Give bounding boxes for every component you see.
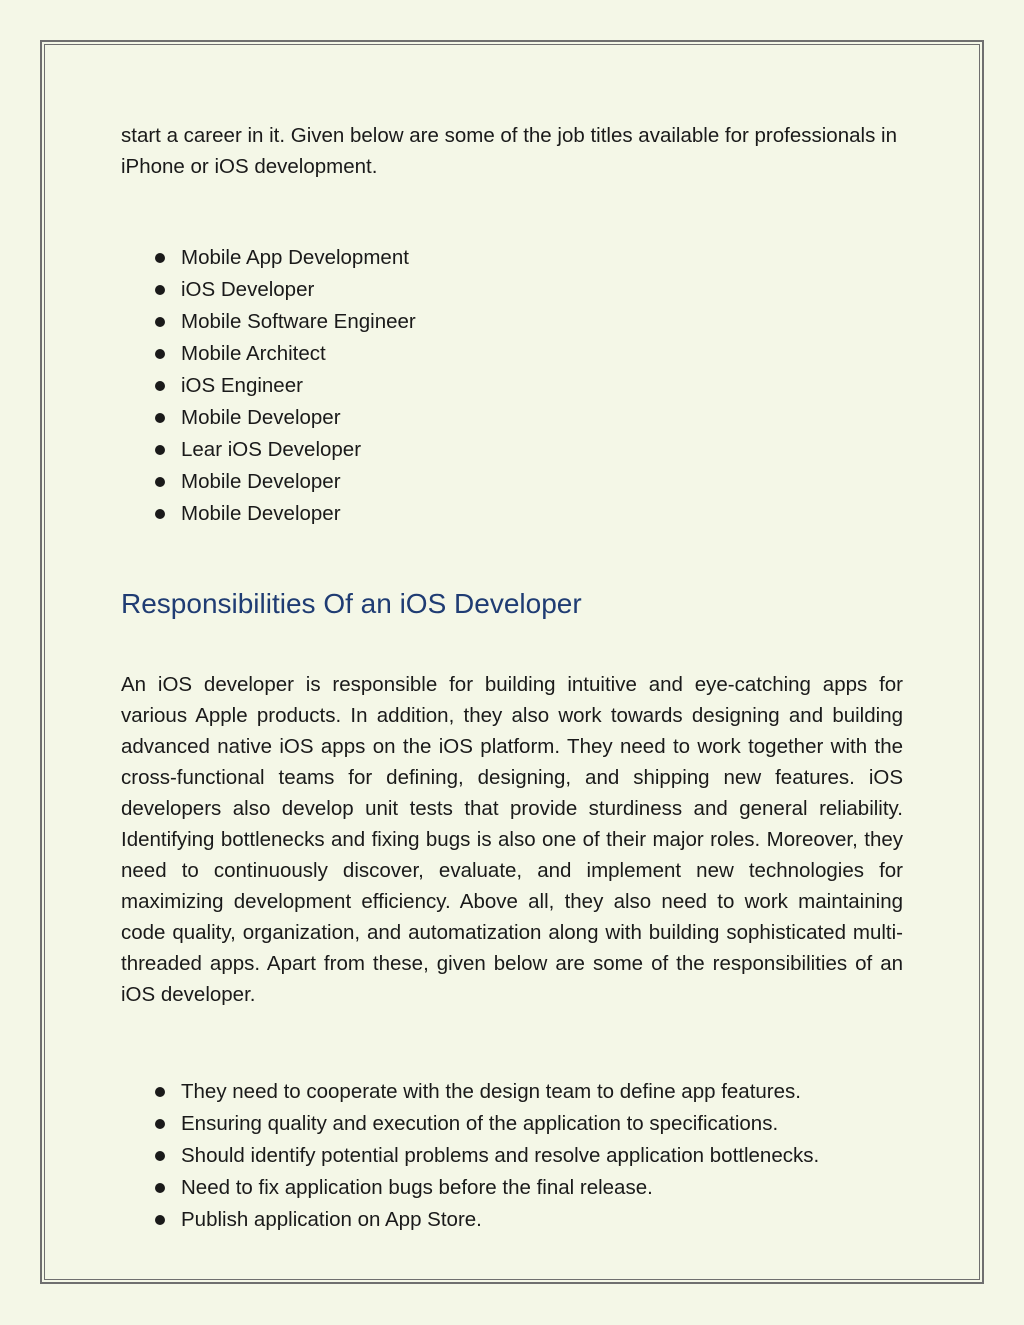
list-item — [121, 498, 903, 530]
list-item-text: Mobile Developer — [181, 502, 341, 525]
list-item-text: Mobile Developer — [181, 470, 341, 493]
bullet-icon — [155, 413, 165, 423]
bullet-icon — [155, 1215, 165, 1225]
list-item — [121, 338, 903, 370]
section-heading: Responsibilities Of an iOS Developer — [121, 588, 582, 619]
list-item — [121, 242, 903, 274]
list-item-text: Mobile App Development — [181, 246, 409, 269]
bullet-icon — [155, 253, 165, 263]
list-item — [121, 1076, 903, 1108]
list-item-text: Need to fix application bugs before the final release. — [181, 1176, 653, 1199]
list-item-text: Publish application on App Store. — [181, 1208, 482, 1231]
list-item-text: iOS Developer — [181, 278, 315, 301]
list-item — [121, 466, 903, 498]
bullet-icon — [155, 349, 165, 359]
list-item — [121, 306, 903, 338]
bullet-icon — [155, 317, 165, 327]
bullet-icon — [155, 1151, 165, 1161]
list-item-text: Lear iOS Developer — [181, 438, 362, 461]
list-item — [121, 402, 903, 434]
list-item-text: Ensuring quality and execution of the application to specifications. — [181, 1112, 779, 1135]
list-item — [121, 370, 903, 402]
list-item — [121, 274, 903, 306]
list-item-text: They need to cooperate with the design team to define app features. — [181, 1080, 801, 1103]
list-item-text: iOS Engineer — [181, 374, 303, 397]
responsibilities-paragraph: An iOS developer is responsible for building intuitive and eye-catching apps for various Apple products. In addition, they also work towards designing and building advanced native iOS apps on the iOS platform. They need to work together with the cross-functional teams for defining, designing, and shipping new features. iOS developers also develop unit tests that provide sturdiness and general reliability. Identifying bottlenecks and fixing bugs is also one of their major roles. Moreover, they need to continuously discover, evaluate, and implement new technologies for maximizing development efficiency. Above all, they also need to work maintaining code quality, organization, and automatization along with building sophisticated multi-threaded apps. Apart from these, given below are some of the responsibilities of an iOS developer. — [121, 673, 903, 1006]
list-item — [121, 1140, 903, 1172]
list-item — [121, 434, 903, 466]
bullet-icon — [155, 477, 165, 487]
bullet-icon — [155, 1183, 165, 1193]
list-item-text: Mobile Architect — [181, 342, 326, 365]
bullet-icon — [155, 1119, 165, 1129]
bullet-icon — [155, 381, 165, 391]
list-item — [121, 1108, 903, 1140]
bullet-icon — [155, 509, 165, 519]
list-item — [121, 1172, 903, 1204]
list-item-text: Should identify potential problems and resolve application bottlenecks. — [181, 1144, 820, 1167]
bullet-icon — [155, 1087, 165, 1097]
list-item-text: Mobile Developer — [181, 406, 341, 429]
bullet-icon — [155, 445, 165, 455]
list-item-text: Mobile Software Engineer — [181, 310, 416, 333]
page-content — [121, 120, 903, 1236]
job-titles-list — [121, 242, 903, 530]
list-item — [121, 1204, 903, 1236]
responsibilities-list — [121, 1076, 903, 1236]
intro-paragraph: start a career in it. Given below are some of the job titles available for professionals in iPhone or iOS development. — [121, 124, 897, 178]
bullet-icon — [155, 285, 165, 295]
